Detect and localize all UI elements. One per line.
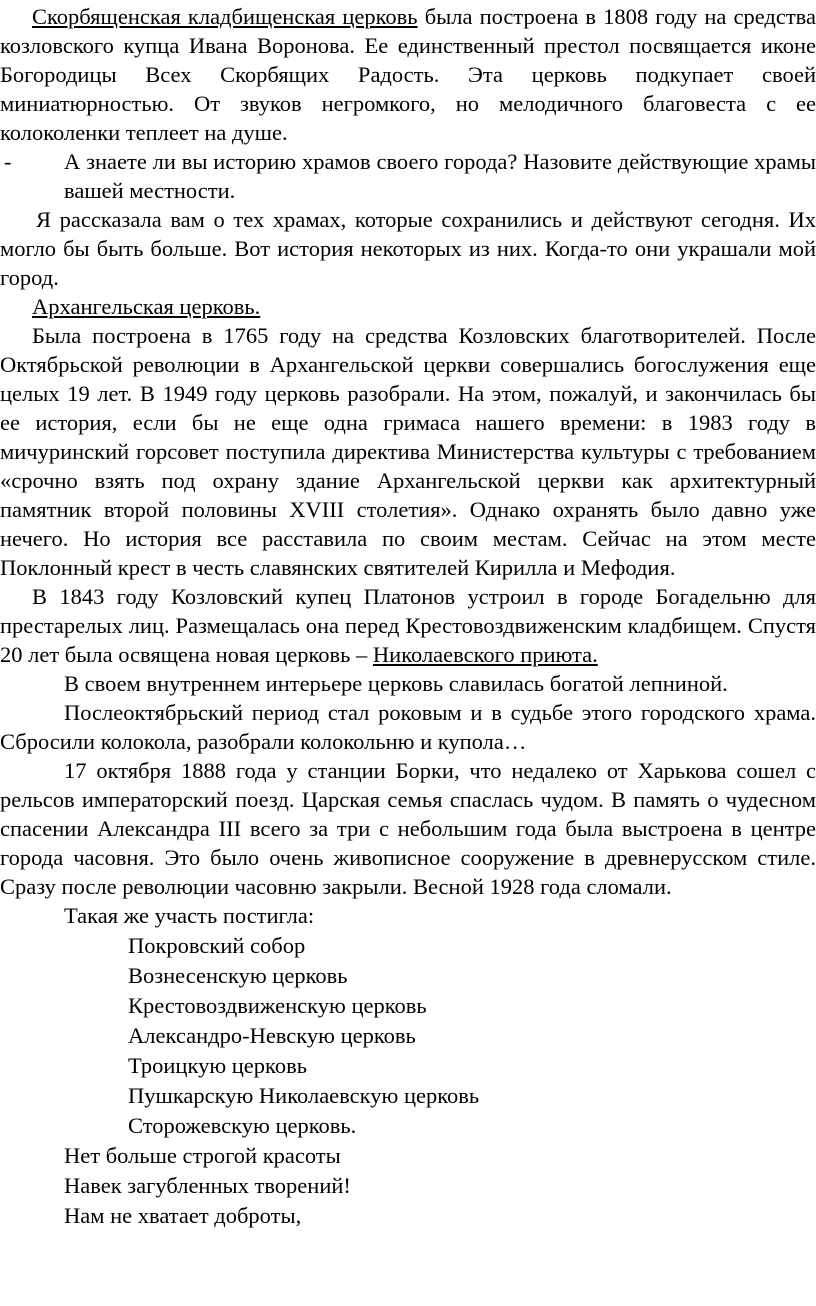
paragraph-arkhangelskaya: Была построена в 1765 году на средства Козловских благотворителей. После Октябрьской революции в Архангельской церкви совершались богослужения еще целых 19 лет. В 1949 году церковь разобрали. На этом, пожалуй, и закончилась бы ее история, если бы не еще одна гримаса нашего времени: в 1983 году в мичуринский горсовет поступила директива Министерства культуры с требованием «срочно взять под охрану здание Архангельской церкви как архитектурный памятник второй половины XVIII столетия». Однако охранять было давно уже нечего. Но история все расставила по своим местам. Сейчас на этом месте Поклонный крест в честь славянских святителей Кирилла и Мефодия. xyxy=(0,323,816,580)
paragraph-skorbyashchenskaya-text: была построена в 1808 году на средства козловского купца Ивана Воронова. Ее единственный престол посвящается иконе Богородицы Всех Скорбящих Радость. Эта церковь подкупает своей миниатюрностью. От звуков негромкого, но мелодичного благовеста с ее колоколенки теплеет на душе. xyxy=(0,4,816,145)
paragraph-chapel: 17 октября 1888 года у станции Борки, что недалеко от Харькова сошел с рельсов императорский поезд. Царская семья спаслась чудом. В память о чудесном спасении Александра III всего за три с небольшим года была выстроена в центре города часовня. Это было очень живописное сооружение в древнерусском стиле. Сразу после революции часовню закрыли. Весной 1928 года сломали. xyxy=(0,758,816,899)
question-dash: - xyxy=(4,149,12,174)
list-intro: Такая же участь постигла: xyxy=(64,903,315,928)
church-link-nikolaevsky: Николаевского приюта. xyxy=(372,642,598,667)
list-item: Троицкую церковь xyxy=(128,1053,307,1078)
list-item: Покровский собор xyxy=(128,933,306,958)
paragraph-intro: Я рассказала вам о тех храмах, которые сохранились и действуют сегодня. Их могло бы быть больше. Вот история некоторых из них. Когда-то они украшали мой город. xyxy=(0,207,816,290)
poem-line: Навек загубленных творений! xyxy=(64,1173,351,1198)
paragraph-bogadelnya-text: В 1843 году Козловский купец Платонов устроил в городе Богадельню для престарелых лиц. Размещалась она перед Крестовоздвиженским кладбищем. Спустя 20 лет была освящена новая церковь – xyxy=(0,584,816,667)
paragraph-bogadelnya xyxy=(0,582,816,669)
heading-arkhangelskaya xyxy=(0,292,816,321)
heading-arkhangelskaya-text: Архангельская церковь. xyxy=(32,294,261,319)
list-item: Александро-Невскую церковь xyxy=(128,1023,416,1048)
poem-line: Нет больше строгой красоты xyxy=(64,1143,341,1168)
list-item: Вознесенскую церковь xyxy=(128,963,348,988)
question-text: А знаете ли вы историю храмов своего города? Назовите действующие храмы вашей местности. xyxy=(64,149,816,203)
paragraph-interior: В своем внутреннем интерьере церковь славилась богатой лепниной. xyxy=(64,671,728,696)
document-text xyxy=(0,2,816,1231)
question-item xyxy=(0,147,816,205)
paragraph-skorbyashchenskaya xyxy=(0,2,816,147)
list-item: Пушкарскую Николаевскую церковь xyxy=(128,1083,480,1108)
poem-line: Нам не хватает доброты, xyxy=(64,1203,302,1228)
paragraph-post-october: Послеоктябрьский период стал роковым и в судьбе этого городского храма. Сбросили колокола, разобрали колокольню и купола… xyxy=(0,700,816,754)
list-item: Крестовоздвиженскую церковь xyxy=(128,993,427,1018)
church-link-skorbyashchenskaya: Скорбященская кладбищенская церковь xyxy=(32,4,418,29)
list-item: Сторожевскую церковь. xyxy=(128,1113,357,1138)
